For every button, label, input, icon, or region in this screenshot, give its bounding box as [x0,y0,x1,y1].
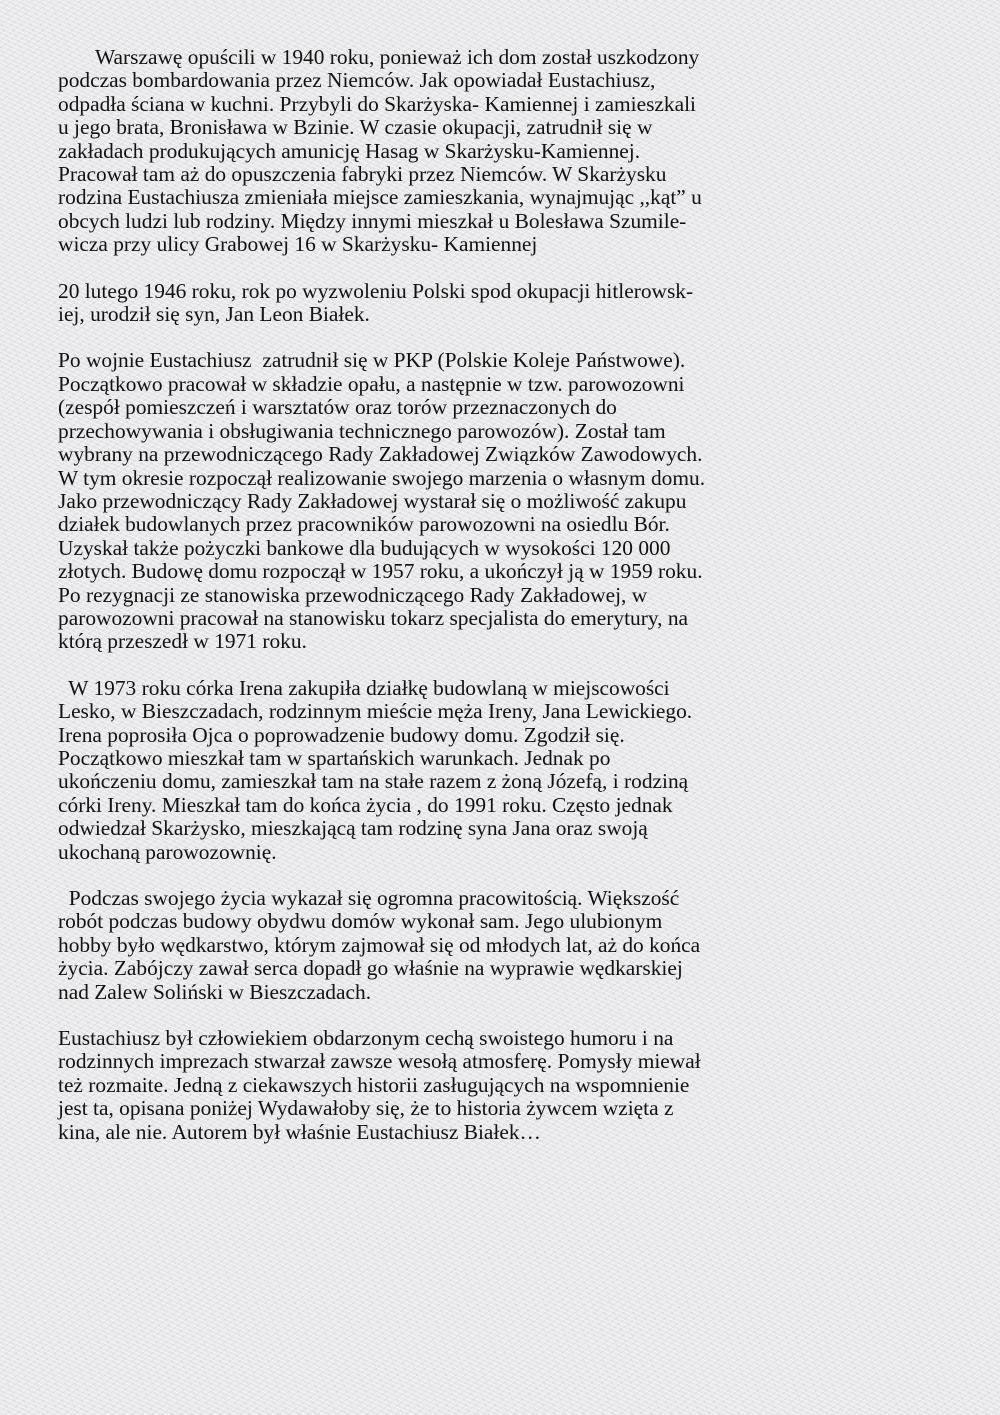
text-line: 20 lutego 1946 roku, rok po wyzwoleniu Polski spod okupacji hitlerowsk- [58,278,694,303]
text-line: W tym okresie rozpoczął realizowanie swojego marzenia o własnym domu. [58,465,706,490]
text-line: ukochaną parowozownię. [58,839,277,864]
text-line: wicza przy ulicy Grabowej 16 w Skarżysku- Kamiennej [58,232,538,257]
text-line: którą przeszedł w 1971 roku. [58,629,307,654]
text-line: Początkowo mieszkał tam w spartańskich warunkach. Jednak po [58,745,611,770]
text-line: Irena poprosiła Ojca o poprowadzenie budowy domu. Zgodził się. [58,722,625,747]
document-page [58,46,958,1167]
text-line: przechowywania i obsługiwania technicznego parowozów). Został tam [58,418,666,443]
text-line: Eustachiusz był człowiekiem obdarzonym cechą swoistego humoru i na [58,1026,674,1051]
text-line: (zespół pomieszczeń i warsztatów oraz torów przeznaczonych do [58,395,617,420]
text-line: Lesko, w Bieszczadach, rodzinnym mieście męża Ireny, Jana Lewickiego. [58,699,693,724]
text-line: też rozmaite. Jedną z ciekawszych historii zasługujących na wspomnienie [58,1072,690,1097]
text-line: Podczas swojego życia wykazał się ogromna pracowitością. Większość [58,886,680,910]
paragraph-humor [58,1027,958,1144]
text-line: u jego brata, Bronisława w Bzinie. W czasie okupacji, zatrudnił się w [58,115,653,140]
text-line: iej, urodził się syn, Jan Leon Białek. [58,302,370,327]
text-line: hobby było wędkarstwo, którym zajmował się od młodych lat, aż do końca [58,932,701,957]
text-line: Po rezygnacji ze stanowiska przewodniczącego Rady Zakładowej, w [58,582,648,607]
text-line: kina, ale nie. Autorem był właśnie Eustachiusz Białek… [58,1119,541,1144]
text-line: złotych. Budowę domu rozpoczął w 1957 roku, a ukończył ją w 1959 roku. [58,559,703,584]
text-line: wybrany na przewodniczącego Rady Zakładowej Związków Zawodowych. [58,442,703,467]
text-line: robót podczas budowy obydwu domów wykonał sam. Jego ulubionym [58,909,663,934]
text-line: obcych ludzi lub rodziny. Między innymi mieszkał u Bolesława Szumile- [58,208,687,233]
text-line: Początkowo pracował w składzie opału, a następnie w tzw. parowozowni [58,371,685,396]
text-line: W 1973 roku córka Irena zakupiła działkę budowlaną w miejscowości [58,675,670,700]
text-line: odwiedzał Skarżysko, mieszkającą tam rodzinę syna Jana oraz swoją [58,816,648,841]
text-line: Po wojnie Eustachiusz zatrudnił się w PKP (Polskie Koleje Państwowe). [58,348,686,373]
text-line: parowozowni pracował na stanowisku tokarz specjalista do emerytury, na [58,605,689,630]
paragraph-diligence [58,887,958,1004]
text-line: odpadła ściana w kuchni. Przybyli do Skarżyska- Kamiennej i zamieszkali [58,91,696,116]
text-line: Warszawę opuścili w 1940 roku, ponieważ ich dom został uszkodzony [58,45,700,69]
text-line: Jako przewodniczący Rady Zakładowej wystarał się o możliwość zakupu [58,488,687,513]
text-line: życia. Zabójczy zawał serca dopadł go właśnie na wyprawie wędkarskiej [58,956,683,981]
text-line: ukończeniu domu, zamieszkał tam na stałe razem z żoną Józefą, i rodziną [58,769,689,794]
text-line: rodzina Eustachiusza zmieniała miejsce zamieszkania, wynajmując ,,kąt” u [58,185,702,210]
text-line: jest ta, opisana poniżej Wydawałoby się, że to historia żywcem wzięta z [58,1096,674,1121]
paragraph-pkp-work [58,349,958,653]
text-line: rodzinnych imprezach stwarzał zawsze wesołą atmosferę. Pomysły miewał [58,1049,701,1074]
paragraph-warsaw-departure [58,46,958,257]
text-line: zakładach produkujących amunicję Hasag w Skarżysku-Kamiennej. [58,138,641,163]
text-line: córki Ireny. Mieszkał tam do końca życia , do 1991 roku. Często jednak [58,792,673,817]
text-line: Pracował tam aż do opuszczenia fabryki przez Niemców. W Skarżysku [58,162,667,187]
text-line: podczas bombardowania przez Niemców. Jak opowiadał Eustachiusz, [58,68,656,93]
text-line: nad Zalew Soliński w Bieszczadach. [58,979,372,1004]
paragraph-lesko-house [58,677,958,864]
paragraph-son-birth [58,280,958,327]
text-line: Uzyskał także pożyczki bankowe dla budujących w wysokości 120 000 [58,535,671,560]
text-line: działek budowlanych przez pracowników parowozowni na osiedlu Bór. [58,512,670,537]
